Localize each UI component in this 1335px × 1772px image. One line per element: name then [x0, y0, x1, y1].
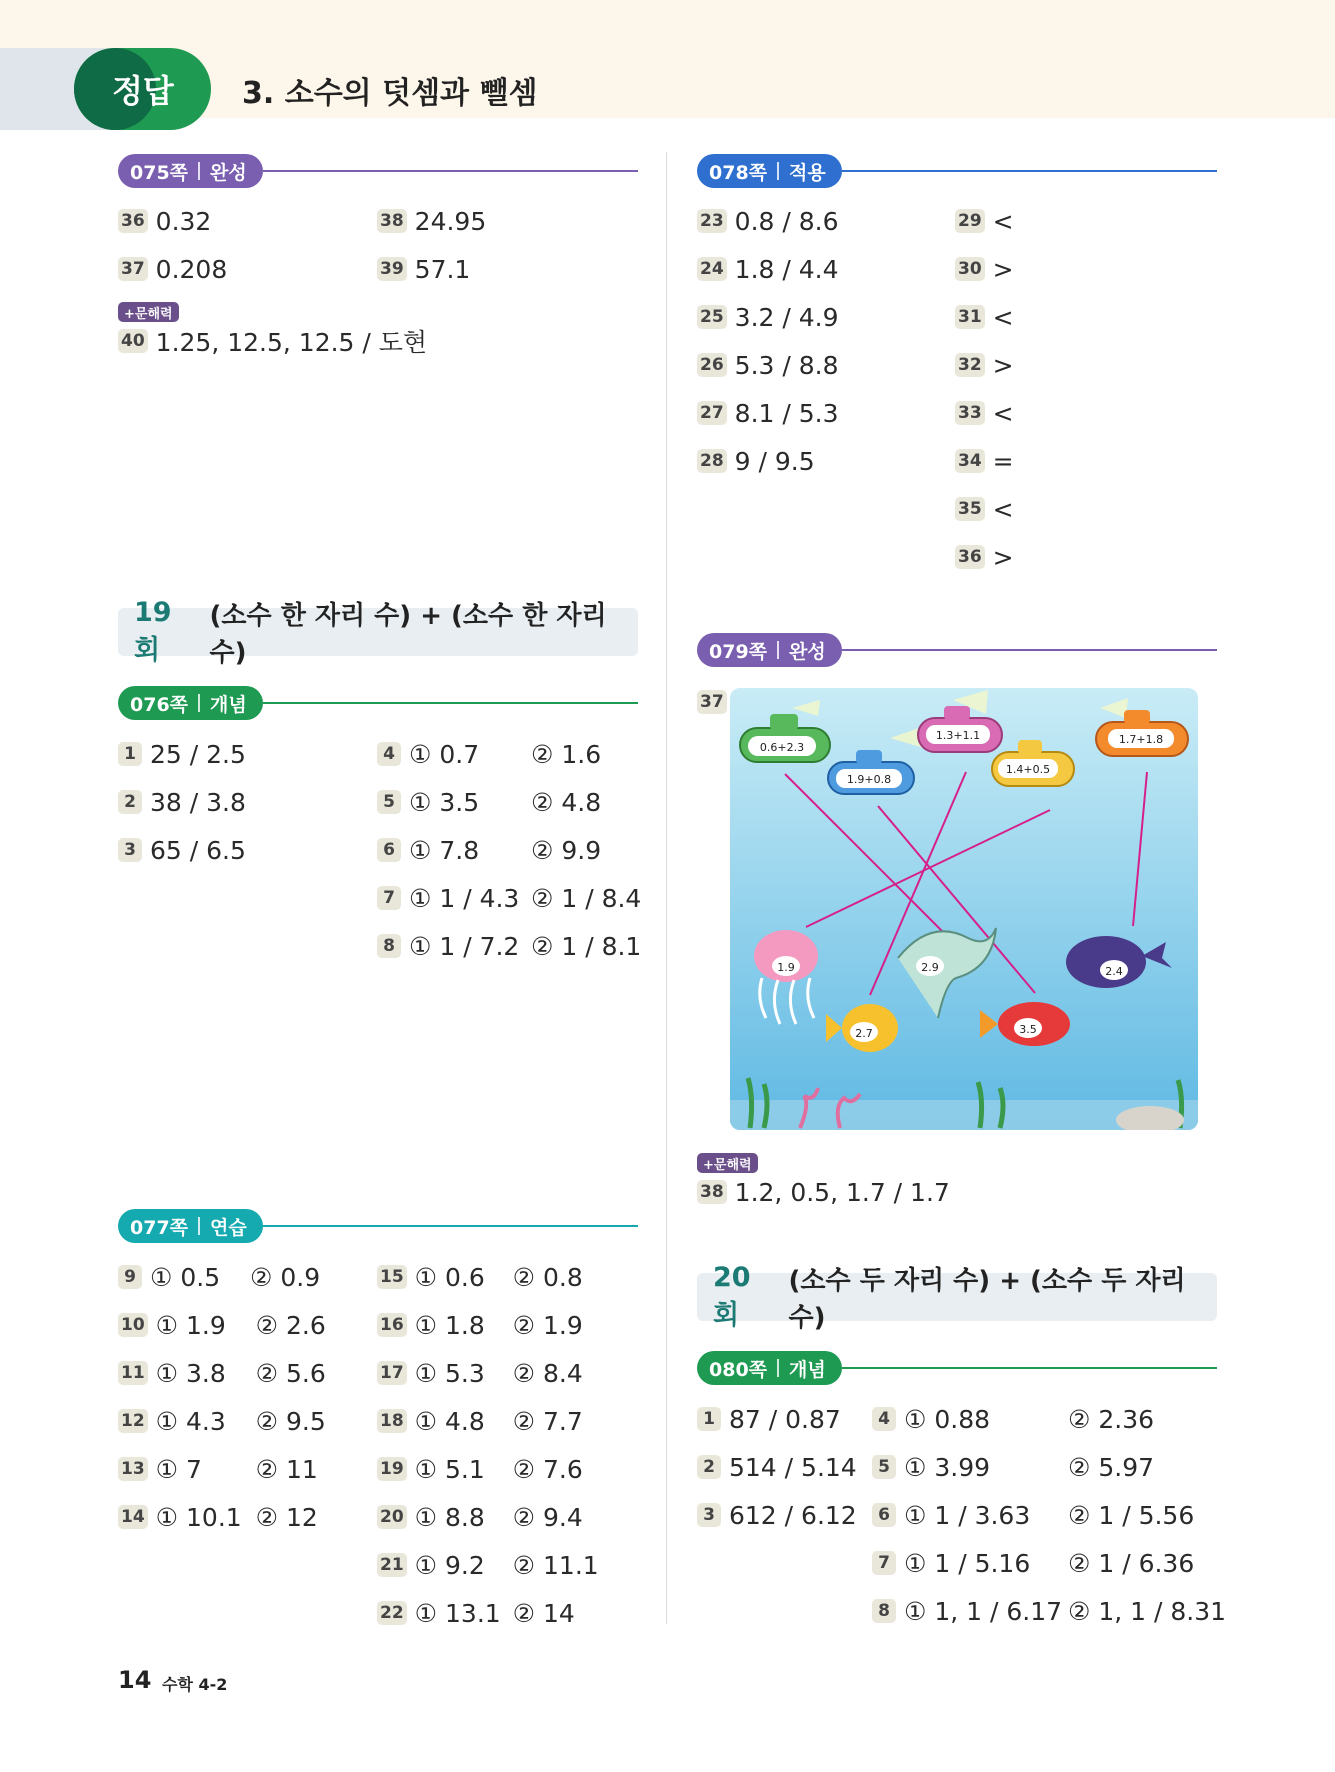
section-078-header — [697, 154, 1217, 188]
item-number: 8 — [377, 934, 401, 958]
sub-label: 1.9+0.8 — [846, 773, 892, 786]
answer-part-2: ② 11 — [255, 1454, 318, 1484]
item-number: 9 — [118, 1265, 142, 1289]
section-077-header — [118, 1209, 638, 1243]
answer-part-1: ① 4.8 — [414, 1406, 485, 1436]
answer-part-1: ① 0.88 — [904, 1404, 991, 1434]
answer-text: < — [992, 494, 1014, 524]
lesson-title: (소수 한 자리 수) + (소수 한 자리 수) — [209, 601, 607, 668]
answer-item — [377, 253, 470, 285]
item-number: 32 — [955, 353, 985, 377]
item-number: 7 — [872, 1551, 896, 1575]
item-number: 38 — [377, 209, 407, 233]
answer-item — [872, 1451, 1154, 1483]
item-number: 10 — [118, 1313, 148, 1337]
answer-text: 1.8 / 4.4 — [734, 254, 839, 284]
answer-part-1: ① 10.1 — [155, 1502, 242, 1532]
answer-text: 1.2, 0.5, 1.7 / 1.7 — [734, 1177, 950, 1207]
answer-text: 25 / 2.5 — [150, 739, 246, 769]
answer-item — [377, 1501, 583, 1533]
answer-part-2: ② 2.6 — [255, 1310, 326, 1340]
answer-item — [377, 738, 601, 770]
answer-part-2: ② 1.6 — [531, 739, 602, 769]
answer-text: 8.1 / 5.3 — [734, 398, 839, 428]
answer-part-1: ① 1 / 3.63 — [904, 1500, 1031, 1530]
item-number: 18 — [377, 1409, 407, 1433]
lesson-number: 19회 — [134, 597, 172, 666]
answer-item — [697, 1403, 841, 1435]
sub-label: 1.7+1.8 — [1118, 733, 1164, 746]
answer-item — [955, 349, 1014, 381]
item-number: 29 — [955, 209, 985, 233]
page-number: 14 — [118, 1666, 152, 1694]
item-number: 26 — [697, 353, 727, 377]
item-number: 34 — [955, 449, 985, 473]
item-number: 11 — [118, 1361, 148, 1385]
item-number: 20 — [377, 1505, 407, 1529]
answer-text: < — [992, 206, 1014, 236]
answer-item — [697, 253, 839, 285]
answer-text: 0.8 / 8.6 — [734, 206, 839, 236]
answer-item — [118, 1453, 318, 1485]
answer-part-1: ① 9.2 — [414, 1550, 485, 1580]
section-079-kind: 완성 — [789, 640, 826, 663]
section-075-rule — [263, 170, 638, 172]
answer-item — [118, 1405, 326, 1437]
answer-text: > — [992, 542, 1014, 572]
answer-text: 514 / 5.14 — [729, 1452, 857, 1482]
answer-text: 65 / 6.5 — [150, 835, 246, 865]
section-075-kind: 완성 — [210, 161, 247, 184]
answer-item — [872, 1595, 1226, 1627]
answer-part-1: ① 1.8 — [414, 1310, 485, 1340]
answer-part-2: ② 7.7 — [512, 1406, 583, 1436]
answer-item — [697, 349, 839, 381]
section-079-header — [697, 633, 1217, 667]
answer-part-2: ② 5.97 — [1068, 1452, 1155, 1482]
answer-part-1: ① 0.5 — [150, 1262, 221, 1292]
answer-item — [118, 1357, 326, 1389]
section-077-kind: 연습 — [210, 1216, 247, 1239]
answer-item — [872, 1547, 1194, 1579]
answer-part-1: ① 0.6 — [414, 1262, 485, 1292]
answer-text: < — [992, 302, 1014, 332]
answer-part-2: ② 9.5 — [255, 1406, 326, 1436]
answer-item — [697, 1451, 857, 1483]
item-number: 25 — [697, 305, 727, 329]
answer-part-2: ② 1 / 6.36 — [1068, 1548, 1195, 1578]
lesson-19-banner — [118, 597, 638, 668]
item-number: 21 — [377, 1553, 407, 1577]
item-number: 35 — [955, 497, 985, 521]
section-078-page: 078쪽 — [709, 161, 768, 184]
answer-part-2: ② 2.36 — [1068, 1404, 1155, 1434]
answer-part-1: ① 13.1 — [414, 1598, 501, 1628]
section-078-kind: 적용 — [789, 161, 826, 184]
answer-text: 612 / 6.12 — [729, 1500, 857, 1530]
answer-item — [377, 1405, 583, 1437]
answer-item — [377, 1357, 583, 1389]
item-number: 37 — [118, 257, 148, 281]
answer-part-2: ② 1.9 — [512, 1310, 583, 1340]
answer-text: > — [992, 254, 1014, 284]
answer-item — [377, 786, 601, 818]
answer-part-1: ① 1 / 5.16 — [904, 1548, 1031, 1578]
lesson-20-banner — [697, 1262, 1217, 1333]
answer-part-2: ② 9.4 — [512, 1502, 583, 1532]
item-number: 1 — [697, 1407, 721, 1431]
item-number: 31 — [955, 305, 985, 329]
item-number: 3 — [118, 838, 142, 862]
answer-badge-label: 정답 — [112, 72, 174, 110]
answer-text: 0.208 — [155, 254, 228, 284]
lesson-number: 20회 — [713, 1262, 751, 1331]
answer-item — [377, 1261, 583, 1293]
answer-part-2: ② 1 / 5.56 — [1068, 1500, 1195, 1530]
item-number: 3 — [697, 1503, 721, 1527]
item-number: 1 — [118, 742, 142, 766]
sub-label: 1.4+0.5 — [1005, 763, 1051, 776]
answer-text: < — [992, 398, 1014, 428]
sub-label: 1.3+1.1 — [935, 729, 981, 742]
item-number: 12 — [118, 1409, 148, 1433]
creature-label: 2.7 — [855, 1027, 873, 1040]
answer-text: 5.3 / 8.8 — [734, 350, 839, 380]
answer-text: 38 / 3.8 — [150, 787, 246, 817]
item-number: 14 — [118, 1505, 148, 1529]
section-079-page: 079쪽 — [709, 640, 768, 663]
answer-part-2: ② 11.1 — [512, 1550, 599, 1580]
answer-part-1: ① 5.3 — [414, 1358, 485, 1388]
creature-label: 1.9 — [777, 961, 795, 974]
answer-item — [955, 493, 1014, 525]
section-080-header — [697, 1351, 1217, 1385]
item-number: 23 — [697, 209, 727, 233]
answer-item — [955, 253, 1014, 285]
answer-text: 9 / 9.5 — [734, 446, 815, 476]
answer-item — [955, 301, 1014, 333]
answer-item — [377, 882, 641, 914]
item-number: 30 — [955, 257, 985, 281]
item-number: 33 — [955, 401, 985, 425]
answer-item — [872, 1499, 1194, 1531]
item-number: 24 — [697, 257, 727, 281]
section-076-rule — [263, 702, 638, 704]
answer-part-2: ② 1 / 8.4 — [531, 883, 642, 913]
matching-puzzle-illustration — [730, 688, 1198, 1130]
answer-part-1: ① 7 — [155, 1454, 202, 1484]
section-076-pill — [118, 686, 263, 720]
answer-item — [697, 301, 839, 333]
item-number: 27 — [697, 401, 727, 425]
section-080-kind: 개념 — [789, 1358, 826, 1381]
answer-text: > — [992, 350, 1014, 380]
lesson-title: (소수 두 자리 수) + (소수 두 자리 수) — [788, 1266, 1186, 1333]
answer-part-1: ① 1 / 4.3 — [409, 883, 520, 913]
creature-label: 3.5 — [1019, 1023, 1037, 1036]
answer-item — [118, 1501, 318, 1533]
item-number: 2 — [118, 790, 142, 814]
answer-part-2: ② 1 / 8.1 — [531, 931, 642, 961]
answer-text: 3.2 / 4.9 — [734, 302, 839, 332]
literacy-tag: +문해력 — [697, 1153, 758, 1173]
answer-part-2: ② 5.6 — [255, 1358, 326, 1388]
item-number: 8 — [872, 1599, 896, 1623]
item-number: 13 — [118, 1457, 148, 1481]
section-077-page: 077쪽 — [130, 1216, 189, 1239]
item-number: 5 — [377, 790, 401, 814]
item-number: 7 — [377, 886, 401, 910]
section-076-page: 076쪽 — [130, 693, 189, 716]
item-number: 22 — [377, 1601, 407, 1625]
answer-text: = — [992, 446, 1014, 476]
item-number: 37 — [697, 690, 727, 714]
answer-item — [377, 1309, 583, 1341]
answer-part-1: ① 1 / 7.2 — [409, 931, 520, 961]
item-number: 36 — [118, 209, 148, 233]
answer-item — [377, 930, 641, 962]
item-number: 6 — [872, 1503, 896, 1527]
answer-text: 1.25, 12.5, 12.5 / 도현 — [155, 328, 428, 357]
answer-part-1: ① 5.1 — [414, 1454, 485, 1484]
column-divider — [666, 152, 667, 1624]
answer-item — [377, 1597, 575, 1629]
answer-item — [118, 205, 211, 237]
section-076-header — [118, 686, 638, 720]
literacy-tag: +문해력 — [118, 302, 179, 322]
item-number: 15 — [377, 1265, 407, 1289]
section-077-pill — [118, 1209, 263, 1243]
section-078-pill — [697, 154, 842, 188]
item-number: 4 — [377, 742, 401, 766]
answer-item — [697, 445, 815, 477]
answer-item — [955, 397, 1014, 429]
book-title: 수학 4-2 — [162, 1675, 228, 1694]
answer-item — [872, 1403, 1154, 1435]
answer-item — [377, 1453, 583, 1485]
answer-item — [697, 1499, 857, 1531]
section-080-pill — [697, 1351, 842, 1385]
answer-part-1: ① 3.8 — [155, 1358, 226, 1388]
answer-part-1: ① 1, 1 / 6.17 — [904, 1596, 1063, 1626]
answer-part-2: ② 14 — [512, 1598, 575, 1628]
section-076-kind: 개념 — [210, 693, 247, 716]
item-number: 4 — [872, 1407, 896, 1431]
answer-part-1: ① 0.7 — [409, 739, 480, 769]
section-078-rule — [842, 170, 1217, 172]
chapter-title: 3. 소수의 덧셈과 뺄셈 — [242, 76, 538, 111]
answer-item — [118, 786, 246, 818]
item-number: 6 — [377, 838, 401, 862]
item-number: 16 — [377, 1313, 407, 1337]
item-number: 36 — [955, 545, 985, 569]
creature-label: 2.4 — [1105, 965, 1123, 978]
section-075-pill — [118, 154, 263, 188]
answer-part-2: ② 0.8 — [512, 1262, 583, 1292]
answer-item — [697, 1176, 950, 1208]
answer-item — [377, 834, 601, 866]
answer-part-2: ② 0.9 — [250, 1262, 321, 1292]
answer-part-1: ① 4.3 — [155, 1406, 226, 1436]
answer-part-1: ① 3.99 — [904, 1452, 991, 1482]
answer-item — [955, 205, 1014, 237]
matching-puzzle — [730, 688, 1198, 1130]
item-number: 2 — [697, 1455, 721, 1479]
answer-item — [955, 541, 1014, 573]
sub-label: 0.6+2.3 — [759, 741, 805, 754]
item-number: 5 — [872, 1455, 896, 1479]
answer-item — [118, 253, 227, 285]
item-number: 19 — [377, 1457, 407, 1481]
answer-part-2: ② 7.6 — [512, 1454, 583, 1484]
answer-text: 87 / 0.87 — [729, 1404, 841, 1434]
answer-text: 24.95 — [414, 206, 487, 236]
section-079-rule — [842, 649, 1217, 651]
answer-part-2: ② 12 — [255, 1502, 318, 1532]
item-number: 40 — [118, 329, 148, 353]
answer-text: 0.32 — [155, 206, 212, 236]
answer-part-1: ① 7.8 — [409, 835, 480, 865]
answer-item — [697, 397, 839, 429]
section-077-rule — [263, 1225, 638, 1227]
answer-item — [955, 445, 1014, 477]
answer-part-2: ② 4.8 — [531, 787, 602, 817]
answer-text: 57.1 — [414, 254, 471, 284]
answer-item — [118, 1309, 326, 1341]
section-079-pill — [697, 633, 842, 667]
answer-part-1: ① 3.5 — [409, 787, 480, 817]
answer-item — [377, 205, 486, 237]
item-number: 39 — [377, 257, 407, 281]
item-number: 28 — [697, 449, 727, 473]
answer-item — [118, 325, 427, 357]
answer-part-1: ① 8.8 — [414, 1502, 485, 1532]
answer-part-2: ② 1, 1 / 8.31 — [1068, 1596, 1227, 1626]
answer-part-1: ① 1.9 — [155, 1310, 226, 1340]
answer-item — [118, 1261, 320, 1293]
answer-item — [118, 834, 246, 866]
item-number: 38 — [697, 1180, 727, 1204]
section-080-page: 080쪽 — [709, 1358, 768, 1381]
answer-item — [697, 205, 839, 237]
section-075-page: 075쪽 — [130, 161, 189, 184]
answer-item — [118, 738, 246, 770]
section-080-rule — [842, 1367, 1217, 1369]
creature-label: 2.9 — [921, 961, 939, 974]
answer-part-2: ② 8.4 — [512, 1358, 583, 1388]
answer-item — [377, 1549, 599, 1581]
answer-part-2: ② 9.9 — [531, 835, 602, 865]
item-number: 17 — [377, 1361, 407, 1385]
section-075-header — [118, 154, 638, 188]
